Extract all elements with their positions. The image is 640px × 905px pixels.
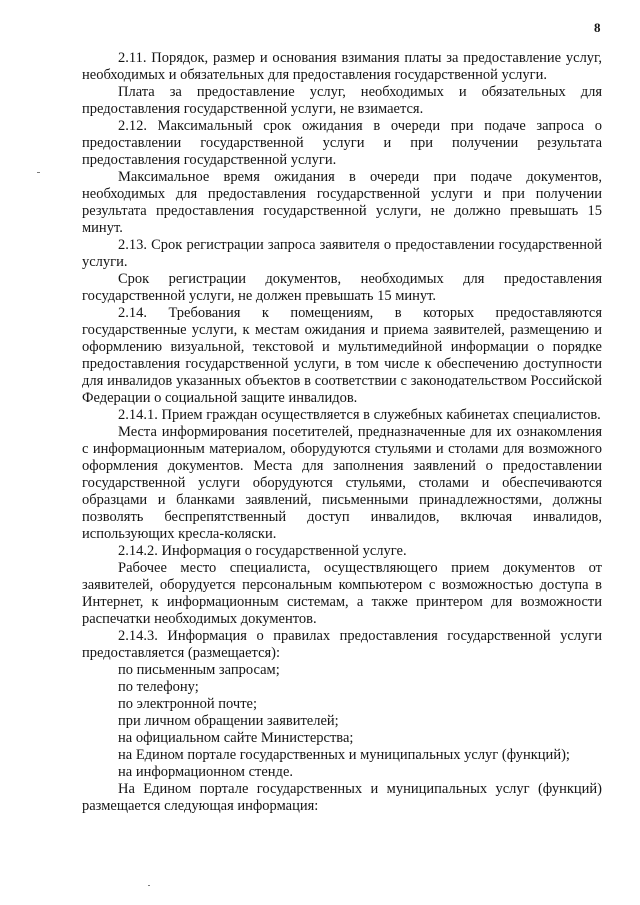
list-item: по письменным запросам; — [118, 662, 280, 678]
waiting-time-paragraph: Максимальное время ожидания в очереди при подаче документов, необходимых для предоставления государственной услуги и при получении результата предоставления государственной услуги, не должно превышать 15 минут. — [82, 169, 602, 236]
section-2-13-heading: 2.13. Срок регистрации запроса заявителя о предоставлении государственной услуги. — [82, 237, 602, 270]
page-number: 8 — [594, 20, 601, 35]
list-item: на официальном сайте Министерства; — [118, 730, 354, 746]
section-2-11-heading: 2.11. Порядок, размер и основания взимания платы за предоставление услуг, необходимых и обязательных для предоставления государственной услуги. — [82, 50, 602, 83]
list-item: на информационном стенде. — [118, 764, 293, 780]
scan-speck — [148, 885, 150, 886]
list-item: при личном обращении заявителей; — [118, 713, 339, 729]
section-2-14-1-paragraph: 2.14.1. Прием граждан осуществляется в служебных кабинетах специалистов. — [118, 407, 601, 423]
section-2-14-3-paragraph: 2.14.3. Информация о правилах предоставления государственной услуги предоставляется (размещается): — [82, 628, 602, 661]
list-item: по электронной почте; — [118, 696, 258, 712]
information-places-paragraph: Места информирования посетителей, предназначенные для их ознакомления с информационным материалом, оборудуются стульями и столами для возможного оформления документов. Места для заполнения заявлений о предоставлении государственной услуги оборудуются стульями, столами и обеспечиваются образцами и бланками заявлений, письменными принадлежностями, должны позволять беспрепятственный доступ инвалидов, включая инвалидов, использующих кресла-коляски. — [82, 424, 602, 542]
section-2-12-heading: 2.12. Максимальный срок ожидания в очереди при подаче запроса о предоставлении государственной услуги и при получении результата предоставления государственной услуги. — [82, 118, 602, 168]
document-body — [82, 50, 602, 815]
fee-paragraph: Плата за предоставление услуг, необходимых и обязательных для предоставления государственной услуги, не взимается. — [82, 84, 602, 117]
workplace-paragraph: Рабочее место специалиста, осуществляющего прием документов от заявителей, оборудуется персональным компьютером с возможностью доступа в Интернет, к информационным системам, а также принтером для возможности распечатки необходимых документов. — [82, 560, 602, 627]
section-2-14-heading: 2.14. Требования к помещениям, в которых предоставляются государственные услуги, к местам ожидания и приема заявителей, размещению и оформлению визуальной, текстовой и мультимедийной информации о порядке предоставления государственной услуги, в том числе к обеспечению доступности для инвалидов указанных объектов в соответствии с законодательством Российской Федерации о социальной защите инвалидов. — [82, 305, 602, 406]
registration-time-paragraph: Срок регистрации документов, необходимых для предоставления государственной услуги, не должен превышать 15 минут. — [82, 271, 602, 304]
scan-speck — [37, 172, 40, 173]
closing-paragraph: На Едином портале государственных и муниципальных услуг (функций) размещается следующая информация: — [82, 781, 602, 814]
list-item: по телефону; — [118, 679, 199, 695]
list-item: на Едином портале государственных и муниципальных услуг (функций); — [118, 747, 570, 763]
section-2-14-2-heading: 2.14.2. Информация о государственной услуге. — [118, 543, 407, 559]
